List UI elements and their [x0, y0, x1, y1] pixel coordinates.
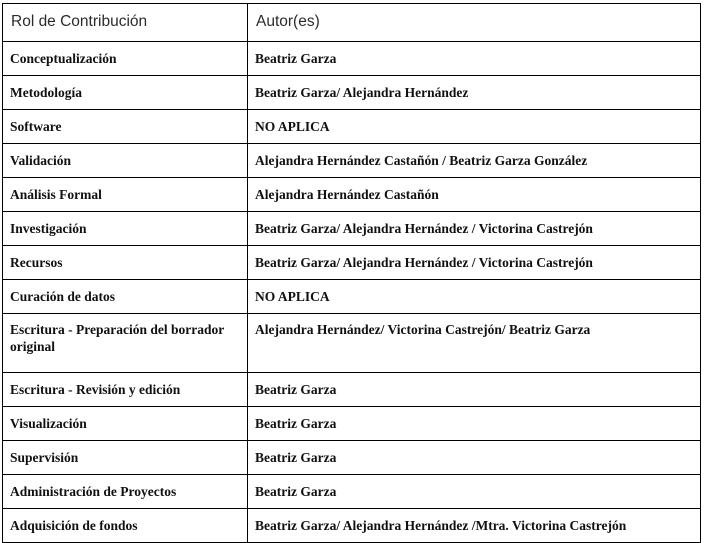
header-role: Rol de Contribución — [3, 4, 248, 42]
header-row — [3, 4, 701, 42]
authors-cell: Beatriz Garza — [248, 441, 701, 475]
role-cell: Escritura - Preparación del borrador original — [3, 314, 248, 373]
authors-cell: Alejandra Hernández/ Victorina Castrejón/ Beatriz Garza — [248, 314, 701, 373]
authors-cell: Alejandra Hernández Castañón / Beatriz Garza González — [248, 144, 701, 178]
table-row — [3, 475, 701, 509]
table-row — [3, 509, 701, 543]
role-cell: Metodología — [3, 76, 248, 110]
authors-cell: NO APLICA — [248, 280, 701, 314]
role-cell: Conceptualización — [3, 42, 248, 76]
authors-cell: Beatriz Garza — [248, 42, 701, 76]
authors-cell: Alejandra Hernández Castañón — [248, 178, 701, 212]
role-cell: Administración de Proyectos — [3, 475, 248, 509]
table-row — [3, 76, 701, 110]
table-row — [3, 110, 701, 144]
table-row — [3, 280, 701, 314]
contribution-table — [2, 3, 701, 543]
table-row — [3, 42, 701, 76]
authors-cell: Beatriz Garza/ Alejandra Hernández / Victorina Castrejón — [248, 212, 701, 246]
table-row — [3, 246, 701, 280]
role-cell: Visualización — [3, 407, 248, 441]
role-cell: Supervisión — [3, 441, 248, 475]
role-cell: Software — [3, 110, 248, 144]
role-cell: Curación de datos — [3, 280, 248, 314]
table-row — [3, 314, 701, 373]
authors-cell: Beatriz Garza/ Alejandra Hernández / Victorina Castrejón — [248, 246, 701, 280]
role-cell: Recursos — [3, 246, 248, 280]
authors-cell: Beatriz Garza/ Alejandra Hernández /Mtra. Victorina Castrejón — [248, 509, 701, 543]
table-row — [3, 144, 701, 178]
role-cell: Validación — [3, 144, 248, 178]
authors-cell: Beatriz Garza — [248, 373, 701, 407]
header-authors: Autor(es) — [248, 4, 701, 42]
table-row — [3, 212, 701, 246]
role-cell: Investigación — [3, 212, 248, 246]
role-cell: Escritura - Revisión y edición — [3, 373, 248, 407]
table-row — [3, 407, 701, 441]
authors-cell: Beatriz Garza — [248, 407, 701, 441]
table-row — [3, 441, 701, 475]
role-cell: Adquisición de fondos — [3, 509, 248, 543]
table-row — [3, 178, 701, 212]
table-row — [3, 373, 701, 407]
authors-cell: NO APLICA — [248, 110, 701, 144]
authors-cell: Beatriz Garza/ Alejandra Hernández — [248, 76, 701, 110]
role-cell: Análisis Formal — [3, 178, 248, 212]
authors-cell: Beatriz Garza — [248, 475, 701, 509]
